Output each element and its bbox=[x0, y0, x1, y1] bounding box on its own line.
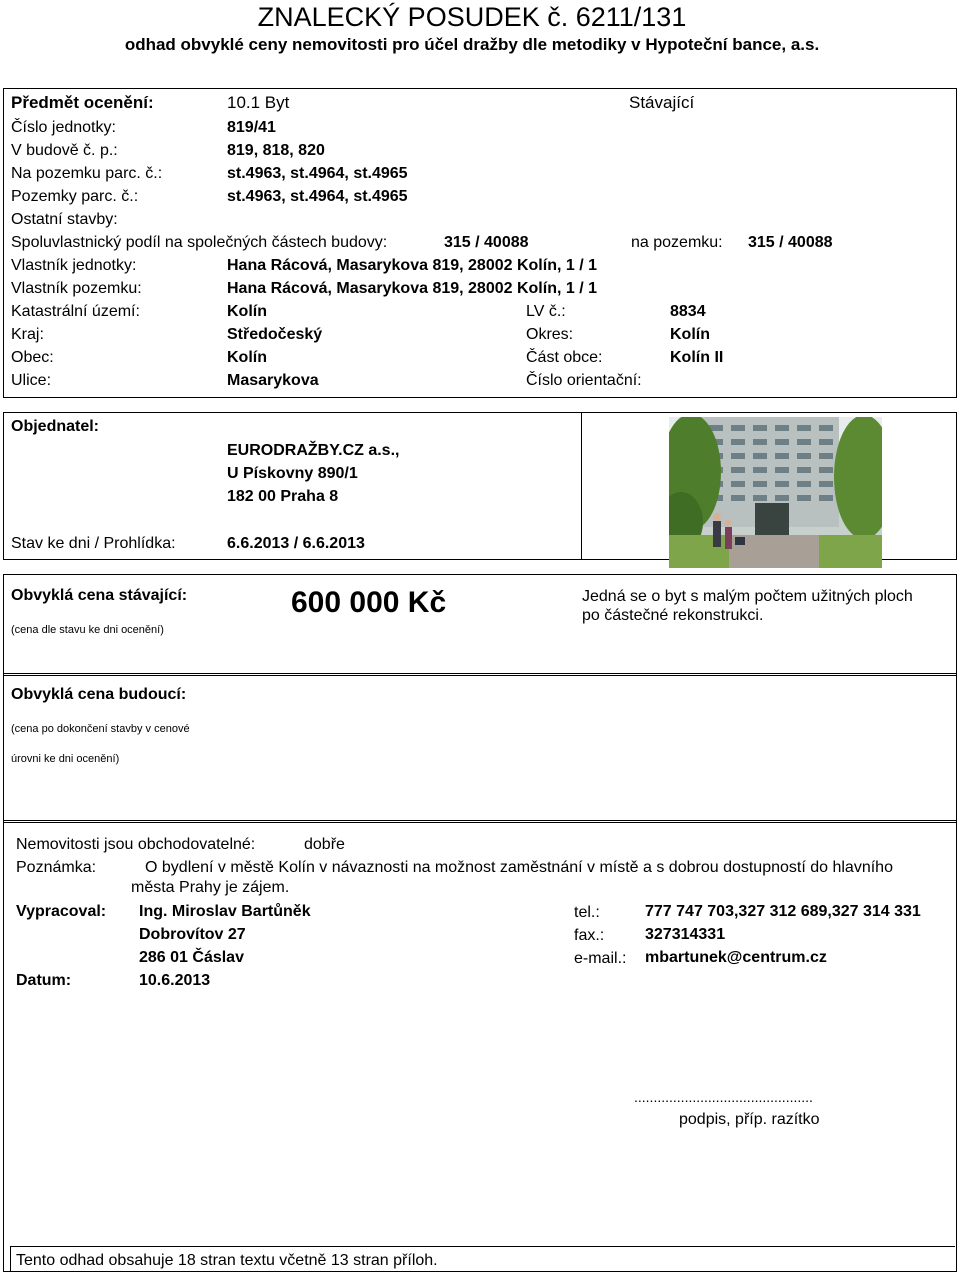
land-owner-value: Hana Rácová, Masarykova 819, 28002 Kolín, 1 / 1 bbox=[227, 280, 597, 297]
street-value: Masarykova bbox=[227, 372, 319, 389]
unit-number-value: 819/41 bbox=[227, 119, 276, 136]
marketable-value: dobře bbox=[304, 836, 345, 853]
client-label: Objednatel: bbox=[11, 418, 100, 435]
plot-parcel-label: Na pozemku parc. č.: bbox=[11, 165, 163, 182]
district-value: Kolín bbox=[670, 326, 710, 343]
signature-line: .............................................. bbox=[634, 1089, 813, 1105]
date-label: Datum: bbox=[16, 972, 72, 989]
co-ownership-label: Spoluvlastnický podíl na společných částech budovy: bbox=[11, 234, 388, 251]
land-owner-label: Vlastník pozemku: bbox=[11, 280, 142, 297]
co-ownership-value: 315 / 40088 bbox=[444, 234, 529, 251]
cadastre-value: Kolín bbox=[227, 303, 267, 320]
municipality-value: Kolín bbox=[227, 349, 267, 366]
fax-value: 327314331 bbox=[645, 926, 726, 943]
unit-owner-label: Vlastník jednotky: bbox=[11, 257, 137, 274]
future-price-note-2: úrovni ke dni ocenění) bbox=[11, 753, 120, 765]
region-label: Kraj: bbox=[11, 326, 44, 343]
signature-label: podpis, příp. razítko bbox=[679, 1111, 820, 1128]
lv-label: LV č.: bbox=[526, 303, 566, 320]
note-line-1: O bydlení v městě Kolín v návaznosti na možnost zaměstnání v místě a s dobrou dostupností do hlavního bbox=[145, 859, 893, 876]
subject-label: Předmět ocenění: bbox=[11, 93, 154, 112]
building-photo bbox=[669, 417, 882, 568]
other-buildings-label: Ostatní stavby: bbox=[11, 211, 118, 228]
orientation-number-label: Číslo orientační: bbox=[526, 372, 642, 389]
street-label: Ulice: bbox=[11, 372, 52, 389]
lv-value: 8834 bbox=[670, 303, 706, 320]
unit-number-label: Číslo jednotky: bbox=[11, 119, 116, 136]
current-price-label: Obvyklá cena stávající: bbox=[11, 587, 188, 604]
region-value: Středočeský bbox=[227, 326, 323, 343]
subject-value: 10.1 Byt bbox=[227, 93, 290, 112]
current-price-value: 600 000 Kč bbox=[291, 586, 447, 619]
inspection-date-label: Stav ke dni / Prohlídka: bbox=[11, 535, 176, 552]
unit-owner-value: Hana Rácová, Masarykova 819, 28002 Kolín, 1 / 1 bbox=[227, 257, 597, 274]
note-label: Poznámka: bbox=[16, 859, 97, 876]
client-city: 182 00 Praha 8 bbox=[227, 488, 339, 505]
current-price-comment-2: po částečné rekonstrukci. bbox=[582, 607, 764, 624]
current-price-comment-1: Jedná se o byt s malým počtem užitných ploch bbox=[582, 588, 913, 605]
email-label: e-mail.: bbox=[574, 950, 627, 967]
document-subtitle: odhad obvyklé ceny nemovitosti pro účel dražby dle metodiky v Hypoteční bance, a.s. bbox=[124, 35, 820, 54]
land-parcel-label: Pozemky parc. č.: bbox=[11, 188, 139, 205]
building-number-label: V budově č. p.: bbox=[11, 142, 118, 159]
date-value: 10.6.2013 bbox=[139, 972, 211, 989]
municipality-part-label: Část obce: bbox=[526, 349, 603, 366]
tel-value: 777 747 703,327 312 689,327 314 331 bbox=[645, 903, 921, 920]
plot-parcel-value: st.4963, st.4964, st.4965 bbox=[227, 165, 408, 182]
land-parcel-value: st.4963, st.4964, st.4965 bbox=[227, 188, 408, 205]
fax-label: fax.: bbox=[574, 927, 605, 944]
tel-label: tel.: bbox=[574, 904, 600, 921]
client-divider bbox=[581, 412, 582, 560]
municipality-label: Obec: bbox=[11, 349, 54, 366]
cadastre-label: Katastrální území: bbox=[11, 303, 140, 320]
district-label: Okres: bbox=[526, 326, 574, 343]
client-name: EURODRAŽBY.CZ a.s., bbox=[227, 442, 400, 459]
prepared-by-label: Vypracoval: bbox=[16, 903, 107, 920]
note-line-2: města Prahy je zájem. bbox=[131, 879, 290, 896]
author-city: 286 01 Čáslav bbox=[139, 949, 244, 966]
marketable-label: Nemovitosti jsou obchodovatelné: bbox=[16, 836, 256, 853]
subject-status: Stávající bbox=[629, 93, 695, 112]
municipality-part-value: Kolín II bbox=[670, 349, 724, 366]
current-price-note: (cena dle stavu ke dni ocenění) bbox=[11, 624, 164, 636]
land-share-value: 315 / 40088 bbox=[748, 234, 833, 251]
client-street: U Pískovny 890/1 bbox=[227, 465, 358, 482]
future-price-note-1: (cena po dokončení stavby v cenové bbox=[11, 723, 190, 735]
bottom-note-divider bbox=[10, 1246, 955, 1247]
future-price-label: Obvyklá cena budoucí: bbox=[11, 686, 187, 703]
bottom-note-left-edge bbox=[10, 1246, 11, 1272]
author-street: Dobrovítov 27 bbox=[139, 926, 246, 943]
author-name: Ing. Miroslav Bartůněk bbox=[139, 903, 311, 920]
bottom-note: Tento odhad obsahuje 18 stran textu včetně 13 stran příloh. bbox=[16, 1252, 438, 1269]
building-number-value: 819, 818, 820 bbox=[227, 142, 325, 159]
inspection-date-value: 6.6.2013 / 6.6.2013 bbox=[227, 535, 365, 552]
document-title: ZNALECKÝ POSUDEK č. 6211/131 bbox=[257, 2, 687, 32]
land-share-label: na pozemku: bbox=[631, 234, 723, 251]
email-value[interactable]: mbartunek@centrum.cz bbox=[645, 949, 827, 966]
